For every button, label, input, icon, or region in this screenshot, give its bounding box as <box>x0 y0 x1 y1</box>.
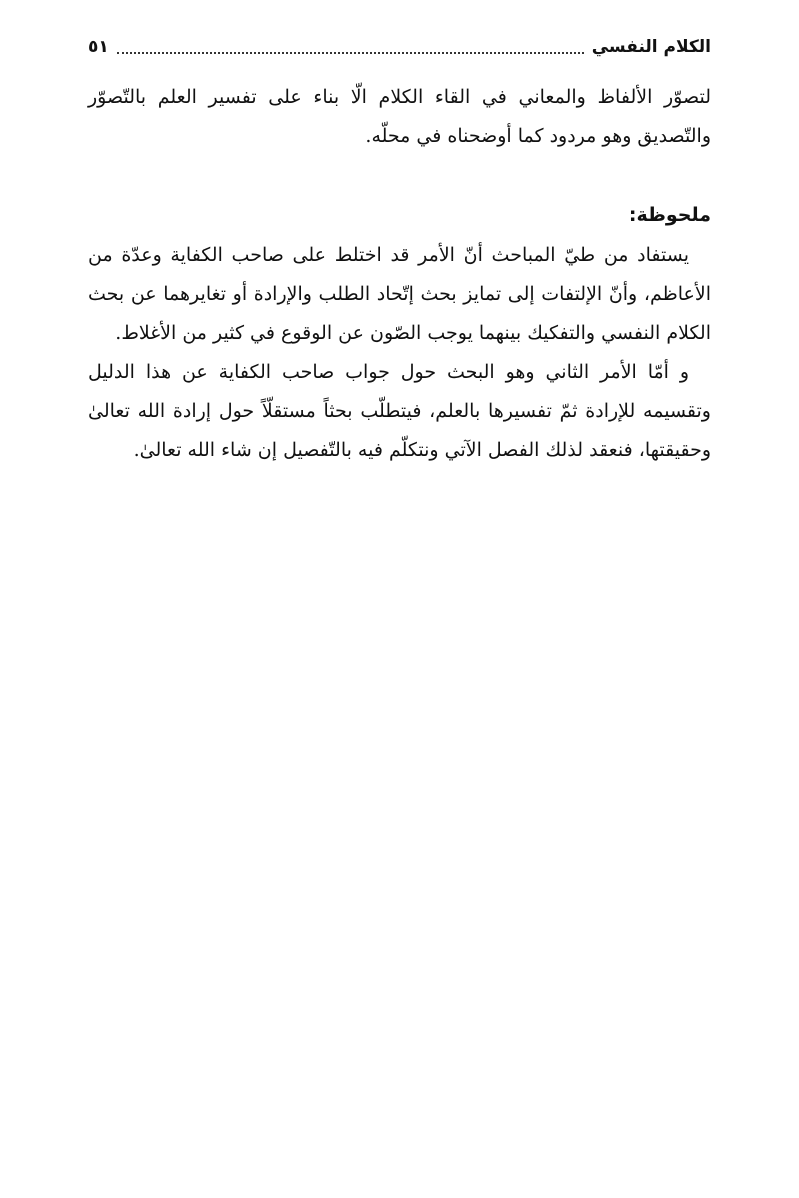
intro-paragraph-block <box>88 78 711 156</box>
note-paragraph-1: يستفاد من طيّ المباحث أنّ الأمر قد اختلط على صاحب الكفاية وعدّة من الأعاظم، وأنّ الإلتفات إلى تمايز بحث إتّحاد الطلب والإرادة أو تغايرهما عن بحث الكلام النفسي والتفكيك بينهما يوجب الصّون عن الوقوع في كثير من الأغلاط. <box>88 244 711 344</box>
chapter-title: الكلام النفسي <box>591 37 711 57</box>
note-body <box>88 236 711 470</box>
note-paragraph-2: و أمّا الأمر الثاني وهو البحث حول جواب صاحب الكفاية عن هذا الدليل وتقسيمه للإرادة ثمّ تفسيرها بالعلم، فيتطلّب بحثاً مستقلّاً حول إرادة الله تعالىٰ وحقيقتها، فنعقد لذلك الفصل الآتي ونتكلّم فيه بالتّفصيل إن شاء الله تعالىٰ. <box>88 361 711 461</box>
running-header <box>88 32 711 62</box>
note-heading: ملحوظة: <box>628 204 711 226</box>
page-number: ٥١ <box>88 37 109 57</box>
intro-paragraph: لتصوّر الألفاظ والمعاني في القاء الكلام الّا بناء على تفسير العلم بالتّصوّر والتّصديق وهو مردود كما أوضحناه في محلّه. <box>88 86 711 147</box>
header-dot-leader <box>117 52 584 54</box>
